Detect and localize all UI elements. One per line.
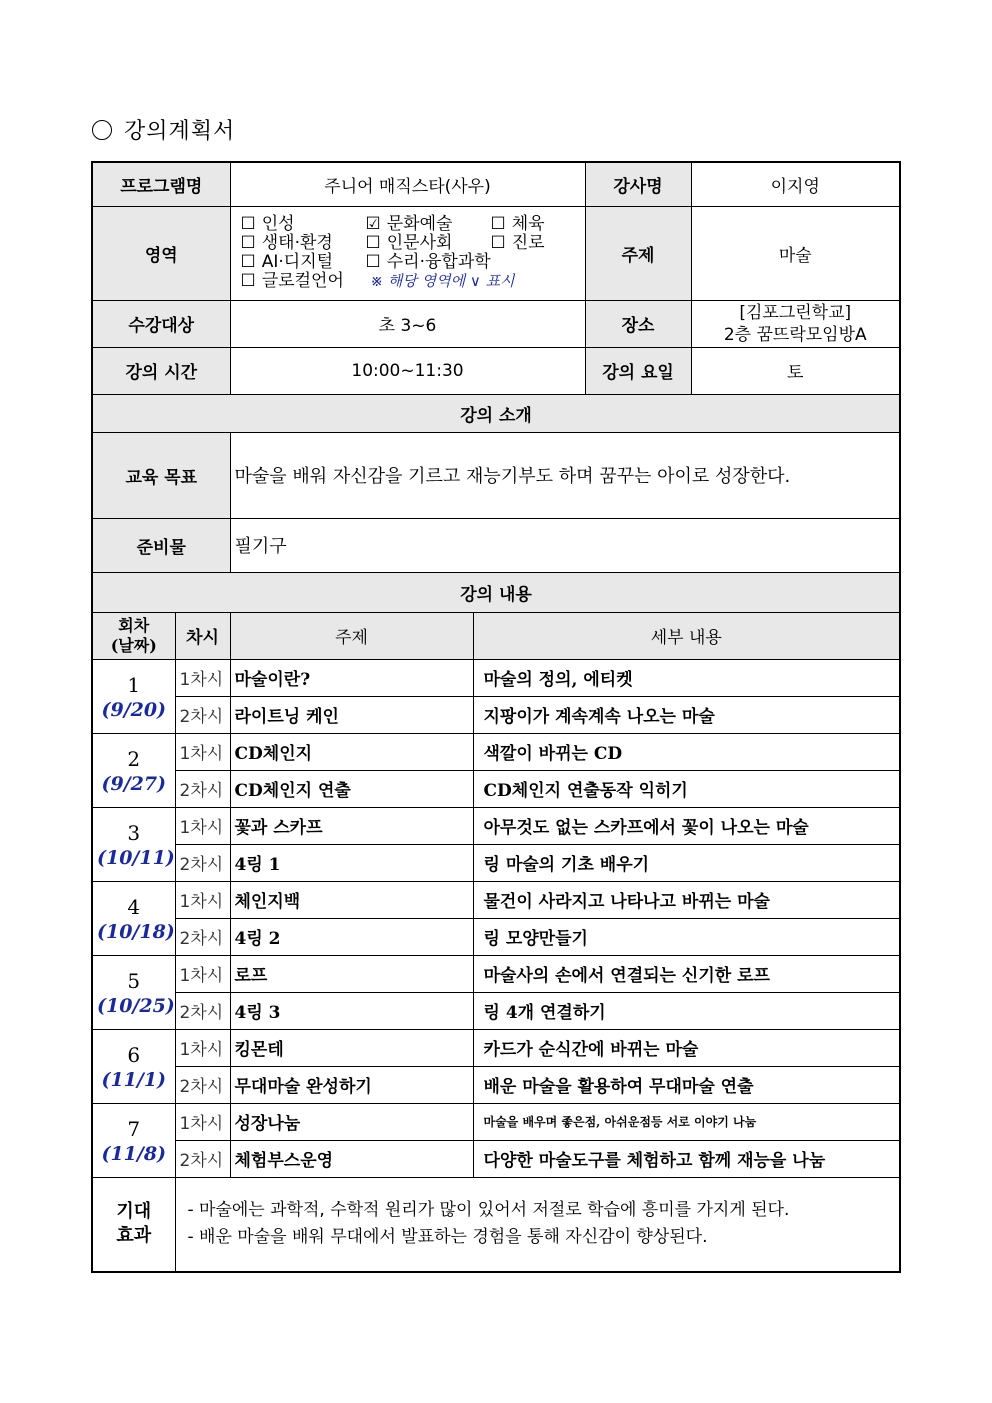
topic-cell: 로프 — [230, 955, 473, 992]
area-option-label: 인성 — [261, 214, 295, 234]
effect-label — [92, 1177, 175, 1272]
target-value: 초 3~6 — [230, 300, 585, 347]
area-option-label: 체육 — [511, 214, 545, 234]
area-option-label: 문화예술 — [386, 214, 453, 234]
area-checklist — [230, 206, 585, 300]
session-date: (10/18) — [97, 921, 175, 943]
instructor-value: 이지영 — [691, 162, 900, 206]
period-cell: 2차시 — [175, 770, 230, 807]
session-cell — [92, 733, 175, 807]
area-option[interactable] — [366, 253, 491, 272]
checkbox-icon[interactable]: ☐ — [490, 214, 506, 234]
detail-cell: 지팡이가 계속계속 나오는 마술 — [473, 696, 900, 733]
session-cell — [92, 807, 175, 881]
period-cell: 2차시 — [175, 918, 230, 955]
period-cell: 2차시 — [175, 696, 230, 733]
period-header: 차시 — [175, 612, 230, 659]
period-cell: 2차시 — [175, 844, 230, 881]
area-label: 영역 — [92, 206, 230, 300]
table-row — [92, 770, 900, 807]
area-option-label: 생태·환경 — [261, 233, 333, 253]
session-number: 7 — [127, 1117, 141, 1141]
table-row — [92, 1103, 900, 1140]
period-cell: 2차시 — [175, 1140, 230, 1177]
session-cell — [92, 881, 175, 955]
detail-cell: 링 마술의 기초 배우기 — [473, 844, 900, 881]
detail-header: 세부 내용 — [473, 612, 900, 659]
session-number: 4 — [127, 895, 141, 919]
area-option-label: 수리·융합과학 — [386, 252, 491, 272]
topic-header: 주제 — [230, 612, 473, 659]
detail-cell: 다양한 마술도구를 체험하고 함께 재능을 나눔 — [473, 1140, 900, 1177]
period-cell: 1차시 — [175, 881, 230, 918]
target-label: 수강대상 — [92, 300, 230, 347]
area-option[interactable] — [491, 234, 545, 253]
period-cell: 1차시 — [175, 733, 230, 770]
detail-cell: 물건이 사라지고 나타나고 바뀌는 마술 — [473, 881, 900, 918]
session-cell — [92, 955, 175, 1029]
checkbox-icon[interactable]: ☐ — [240, 233, 256, 253]
session-cell — [92, 1103, 175, 1177]
time-label: 강의 시간 — [92, 347, 230, 394]
period-cell: 2차시 — [175, 1066, 230, 1103]
table-row — [92, 659, 900, 696]
subject-label: 주제 — [585, 206, 691, 300]
page-title-text: 강의계획서 — [124, 119, 236, 144]
topic-cell: 체인지백 — [230, 881, 473, 918]
detail-cell: 카드가 순식간에 바뀌는 마술 — [473, 1029, 900, 1066]
topic-cell: 무대마술 완성하기 — [230, 1066, 473, 1103]
area-option[interactable] — [241, 272, 344, 291]
session-date: (11/8) — [101, 1143, 167, 1165]
session-date: (10/25) — [97, 995, 175, 1017]
topic-cell: 킹몬테 — [230, 1029, 473, 1066]
lecture-plan-table — [91, 161, 901, 1273]
effect-line: - 배운 마술을 배워 무대에서 발표하는 경험을 통해 자신감이 향상된다. — [187, 1227, 708, 1248]
period-cell: 1차시 — [175, 1103, 230, 1140]
detail-cell: 색깔이 바뀌는 CD — [473, 733, 900, 770]
effect-row — [92, 1177, 900, 1272]
checkbox-icon[interactable]: ☐ — [365, 252, 381, 272]
area-option-label: 글로컬언어 — [261, 271, 344, 291]
topic-cell: 체험부스운영 — [230, 1140, 473, 1177]
topic-cell: 라이트닝 케인 — [230, 696, 473, 733]
area-row — [241, 272, 575, 291]
session-date: (9/20) — [101, 699, 167, 721]
session-cell — [92, 659, 175, 733]
table-row — [92, 918, 900, 955]
area-option-label: 인문사회 — [386, 233, 453, 253]
period-cell: 1차시 — [175, 955, 230, 992]
instructor-label: 강사명 — [585, 162, 691, 206]
detail-cell: 배운 마술을 활용하여 무대마술 연출 — [473, 1066, 900, 1103]
detail-cell: 링 모양만들기 — [473, 918, 900, 955]
topic-cell: 꽃과 스카프 — [230, 807, 473, 844]
area-row — [241, 253, 575, 272]
day-label: 강의 요일 — [585, 347, 691, 394]
area-row — [241, 234, 575, 253]
topic-cell: 4링 1 — [230, 844, 473, 881]
checkbox-icon[interactable]: ☐ — [240, 252, 256, 272]
topic-cell: 4링 3 — [230, 992, 473, 1029]
period-cell: 1차시 — [175, 1029, 230, 1066]
session-number: 3 — [127, 821, 141, 845]
table-row — [92, 844, 900, 881]
period-cell: 1차시 — [175, 807, 230, 844]
topic-cell: 4링 2 — [230, 918, 473, 955]
table-row — [92, 807, 900, 844]
detail-cell: CD체인지 연출동작 익히기 — [473, 770, 900, 807]
place-label: 장소 — [585, 300, 691, 347]
day-value: 토 — [691, 347, 900, 394]
detail-cell: 마술을 배우며 좋은점, 아쉬운점등 서로 이야기 나눔 — [473, 1103, 900, 1140]
place-line1: [김포그린학교] — [739, 302, 852, 323]
table-row — [92, 881, 900, 918]
time-value: 10:00~11:30 — [230, 347, 585, 394]
detail-cell: 링 4개 연결하기 — [473, 992, 900, 1029]
session-header — [92, 612, 175, 659]
table-row — [92, 696, 900, 733]
period-cell: 2차시 — [175, 992, 230, 1029]
area-option[interactable] — [366, 215, 453, 234]
session-header-line1: 회차 — [118, 615, 150, 635]
session-date: (11/1) — [101, 1069, 167, 1091]
detail-cell: 아무것도 없는 스카프에서 꽃이 나오는 마술 — [473, 807, 900, 844]
area-option-label: 진로 — [511, 233, 545, 253]
goal-label: 교육 목표 — [92, 432, 230, 518]
checkbox-icon[interactable]: ☐ — [365, 233, 381, 253]
table-row — [92, 992, 900, 1029]
checkbox-icon[interactable]: ☐ — [490, 233, 506, 253]
effect-label-line: 효과 — [116, 1225, 152, 1247]
content-header: 강의 내용 — [92, 572, 900, 612]
effect-line: - 마술에는 과학적, 수학적 원리가 많이 있어서 저절로 학습에 흥미를 가지게 된다. — [187, 1200, 790, 1221]
session-header-line2: (날짜) — [110, 635, 157, 655]
period-cell: 1차시 — [175, 659, 230, 696]
place-line2: 2층 꿈뜨락모임방A — [723, 324, 867, 345]
area-option[interactable] — [241, 215, 295, 234]
place-value — [691, 300, 900, 347]
area-option[interactable] — [241, 234, 333, 253]
area-option[interactable] — [491, 215, 545, 234]
checkbox-icon[interactable]: ☐ — [240, 271, 256, 291]
session-number: 2 — [127, 747, 141, 771]
table-row — [92, 1029, 900, 1066]
effect-value — [175, 1177, 900, 1272]
topic-cell: CD체인지 — [230, 733, 473, 770]
subject-value: 마술 — [691, 206, 900, 300]
session-number: 5 — [127, 969, 141, 993]
area-option[interactable] — [241, 253, 334, 272]
goal-value: 마술을 배워 자신감을 기르고 재능기부도 하며 꿈꾸는 아이로 성장한다. — [230, 432, 900, 518]
materials-label: 준비물 — [92, 518, 230, 572]
materials-value: 필기구 — [230, 518, 900, 572]
session-number: 1 — [127, 673, 141, 697]
table-row — [92, 1066, 900, 1103]
checkbox-icon[interactable]: ☑ — [365, 214, 381, 234]
area-row — [241, 215, 575, 234]
area-option[interactable] — [366, 234, 453, 253]
area-note: ※ 해당 영역에 ∨ 표시 — [370, 272, 515, 290]
detail-cell: 마술의 정의, 에티켓 — [473, 659, 900, 696]
session-number: 6 — [127, 1043, 141, 1067]
area-option-label: AI·디지털 — [261, 252, 334, 272]
detail-cell: 마술사의 손에서 연결되는 신기한 로프 — [473, 955, 900, 992]
topic-cell: 성장나눔 — [230, 1103, 473, 1140]
topic-cell: CD체인지 연출 — [230, 770, 473, 807]
session-date: (9/27) — [101, 773, 167, 795]
program-label: 프로그램명 — [92, 162, 230, 206]
page-title — [92, 114, 235, 145]
session-cell — [92, 1029, 175, 1103]
checkbox-icon[interactable]: ☐ — [240, 214, 256, 234]
table-row — [92, 733, 900, 770]
topic-cell: 마술이란? — [230, 659, 473, 696]
effect-label-line: 기대 — [116, 1201, 152, 1223]
circle-bullet-icon — [92, 120, 112, 140]
program-value: 주니어 매직스타(사우) — [230, 162, 585, 206]
session-date: (10/11) — [97, 847, 175, 869]
table-row — [92, 955, 900, 992]
intro-header: 강의 소개 — [92, 394, 900, 432]
table-row — [92, 1140, 900, 1177]
